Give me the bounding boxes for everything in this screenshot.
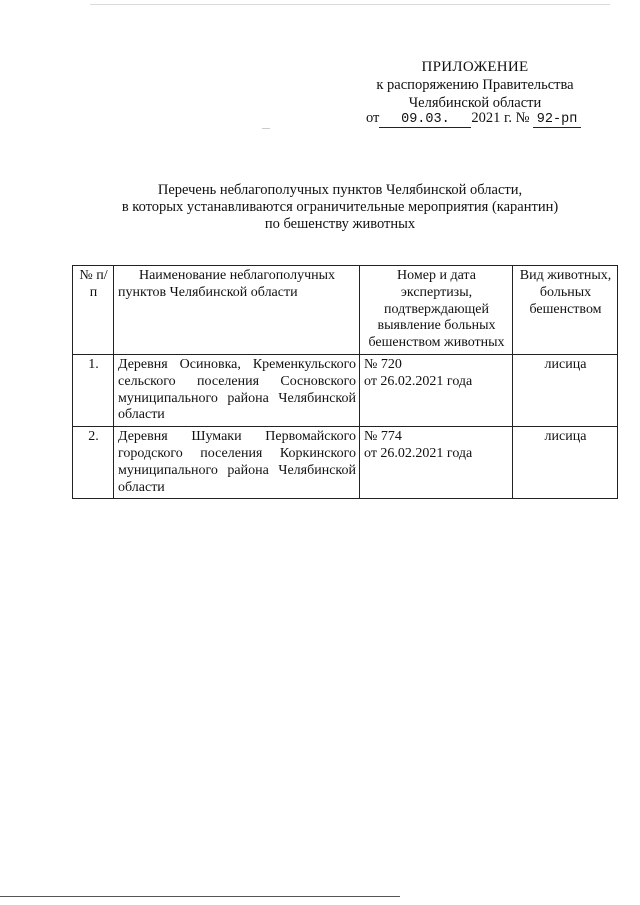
row-num: 2.	[73, 427, 114, 499]
date-field: 09.03.	[379, 113, 471, 128]
expertise-date: от 26.02.2021 года	[364, 373, 473, 389]
heading-line-2: в которых устанавливаются ограничительные мероприятия (карантин)	[121, 199, 559, 215]
heading-line-3: по бешенству животных	[264, 216, 416, 232]
scan-bottom-edge	[0, 896, 400, 897]
row-num: 1.	[73, 354, 114, 426]
table-row	[73, 427, 618, 499]
header-name: Наименование неблагополучных пунктов Челябинской области	[114, 266, 360, 355]
appendix-line-1: к распоряжению Правительства	[376, 77, 574, 93]
header-num: № п/п	[73, 266, 114, 355]
row-name: Деревня Осиновка, Кременкульского сельского поселения Сосновского муниципального района Челябинской области	[114, 354, 360, 426]
table-row	[73, 354, 618, 426]
appendix-date-line	[366, 110, 606, 128]
number-field: 92-рп	[533, 113, 581, 128]
scan-artifact-mark	[262, 128, 270, 129]
row-name: Деревня Шумаки Первомайского городского поселения Коркинского муниципального района Челябинской области	[114, 427, 360, 499]
locations-table	[72, 265, 618, 499]
row-animal: лисица	[513, 354, 618, 426]
document-heading	[90, 182, 590, 233]
appendix-title: ПРИЛОЖЕНИЕ	[421, 59, 529, 75]
expertise-number: № 720	[364, 356, 402, 372]
scan-artifact-top	[90, 4, 610, 5]
expertise-date: от 26.02.2021 года	[364, 445, 473, 461]
header-expertise: Номер и дата экспертизы, подтверждающей выявление больных бешенством животных	[360, 266, 513, 355]
header-animal: Вид животных, больных бешенством	[513, 266, 618, 355]
appendix-block	[360, 58, 590, 112]
row-expertise	[360, 354, 513, 426]
date-prefix: от	[366, 110, 380, 126]
appendix-line-2: Челябинской области	[408, 95, 542, 111]
expertise-number: № 774	[364, 429, 402, 445]
row-animal: лисица	[513, 427, 618, 499]
row-expertise	[360, 427, 513, 499]
table-header-row	[73, 266, 618, 355]
year-text: 2021 г. №	[471, 110, 530, 126]
heading-line-1: Перечень неблагополучных пунктов Челябинской области,	[157, 182, 523, 198]
